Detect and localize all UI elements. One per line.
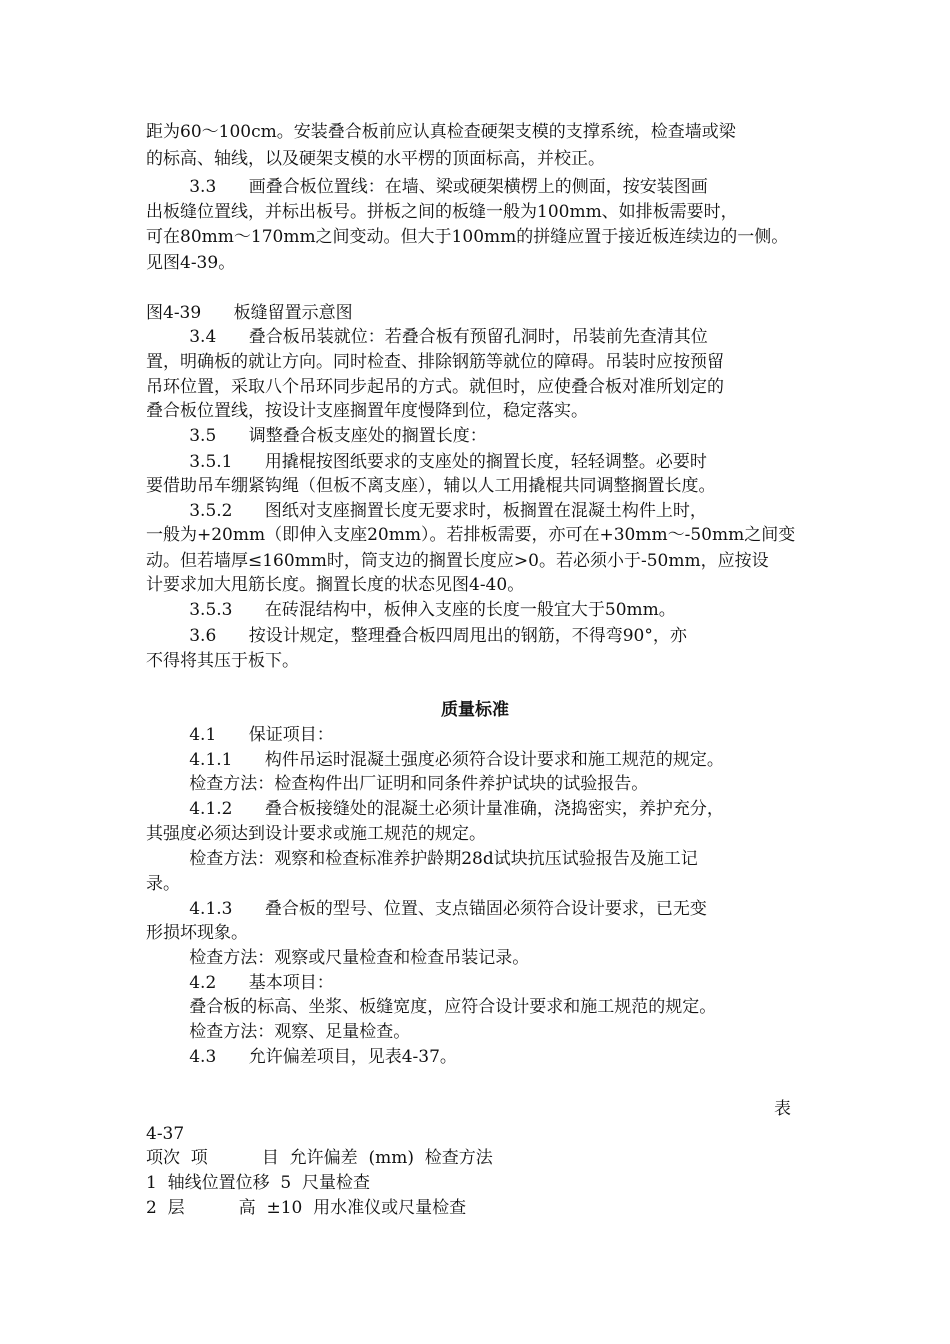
text-line: 叠合板的标高、坐浆、板缝宽度，应符合设计要求和施工规范的规定。 xyxy=(146,997,717,1017)
text-line: 4.2 基本项目： xyxy=(146,973,334,993)
text-line: 计要求加大甩筋长度。搁置长度的状态见图4-40。 xyxy=(146,575,525,595)
text-line: 检查方法：检查构件出厂证明和同条件养护试块的试验报告。 xyxy=(146,774,649,794)
text-line: 要借助吊车绷紧钩绳（但板不离支座），辅以人工用撬棍共同调整搁置长度。 xyxy=(146,476,716,496)
text-line: 叠合板位置线，按设计支座搁置年度慢降到位，稳定落实。 xyxy=(146,401,588,421)
text-line: 4.1.3 叠合板的型号、位置、支点锚固必须符合设计要求，已无变 xyxy=(146,899,707,919)
table-header: 项次 项 目 允许偏差 (mm) 检查方法 xyxy=(146,1148,493,1168)
text-line: 距为60～100cm。安装叠合板前应认真检查硬架支模的支撑系统，检查墙或梁 xyxy=(146,122,736,142)
text-line: 3.3 画叠合板位置线：在墙、梁或硬架横楞上的侧面，按安装图画 xyxy=(146,177,708,197)
text-line: 其强度必须达到设计要求或施工规范的规定。 xyxy=(146,824,486,844)
text-line: 可在80mm～170mm之间变动。但大于100mm的拼缝应置于接近板连续边的一侧。 xyxy=(146,227,789,247)
text-line: 3.4 叠合板吊装就位：若叠合板有预留孔洞时，吊装前先查清其位 xyxy=(146,327,708,347)
text-line: 的标高、轴线，以及硬架支模的水平楞的顶面标高，并校正。 xyxy=(146,149,605,169)
text-line: 出板缝位置线，并标出板号。拼板之间的板缝一般为100mm、如排板需要时， xyxy=(146,202,738,222)
section-heading: 质量标准 xyxy=(441,700,509,720)
text-line: 录。 xyxy=(146,874,180,894)
text-line: 检查方法：观察、足量检查。 xyxy=(146,1022,411,1042)
text-line: 3.6 按设计规定，整理叠合板四周甩出的钢筋，不得弯90°，亦 xyxy=(146,626,687,646)
text-line: 见图4-39。 xyxy=(146,253,236,273)
table-row: 1 轴线位置位移 5 尺量检查 xyxy=(146,1173,371,1193)
text-line: 3.5.3 在砖混结构中，板伸入支座的长度一般宜大于50mm。 xyxy=(146,600,676,620)
table-label: 表 xyxy=(774,1099,791,1119)
text-line: 3.5 调整叠合板支座处的搁置长度： xyxy=(146,426,487,446)
text-line: 检查方法：观察或尺量检查和检查吊装记录。 xyxy=(146,948,530,968)
text-line: 形损坏现象。 xyxy=(146,923,248,943)
text-line: 4.1 保证项目： xyxy=(146,725,334,745)
text-line: 3.5.1 用撬棍按图纸要求的支座处的搁置长度，轻轻调整。必要时 xyxy=(146,452,707,472)
text-line: 置，明确板的就让方向。同时检查、排除钢筋等就位的障碍。吊装时应按预留 xyxy=(146,352,724,372)
text-line: 4.3 允许偏差项目，见表4-37。 xyxy=(146,1047,457,1067)
text-line: 一般为+20mm（即伸入支座20mm）。若排板需要，亦可在+30mm～-50mm之间变 xyxy=(146,525,796,545)
text-line: 3.5.2 图纸对支座搁置长度无要求时，板搁置在混凝土构件上时， xyxy=(146,501,707,521)
text-line: 4.1.2 叠合板接缝处的混凝土必须计量准确，浇捣密实，养护充分， xyxy=(146,799,724,819)
figure-caption: 图4-39 板缝留置示意图 xyxy=(146,303,353,323)
table-number: 4-37 xyxy=(146,1124,185,1144)
table-row: 2 层 高 ±10 用水准仪或尺量检查 xyxy=(146,1198,467,1218)
text-line: 4.1.1 构件吊运时混凝土强度必须符合设计要求和施工规范的规定。 xyxy=(146,750,724,770)
text-line: 不得将其压于板下。 xyxy=(146,651,299,671)
text-line: 检查方法：观察和检查标准养护龄期28d试块抗压试验报告及施工记 xyxy=(146,849,698,869)
text-line: 吊环位置，采取八个吊环同步起吊的方式。就但时，应使叠合板对准所划定的 xyxy=(146,377,724,397)
text-line: 动。但若墙厚≤160mm时，筒支边的搁置长度应>0。若必须小于-50mm，应按设 xyxy=(146,551,769,571)
